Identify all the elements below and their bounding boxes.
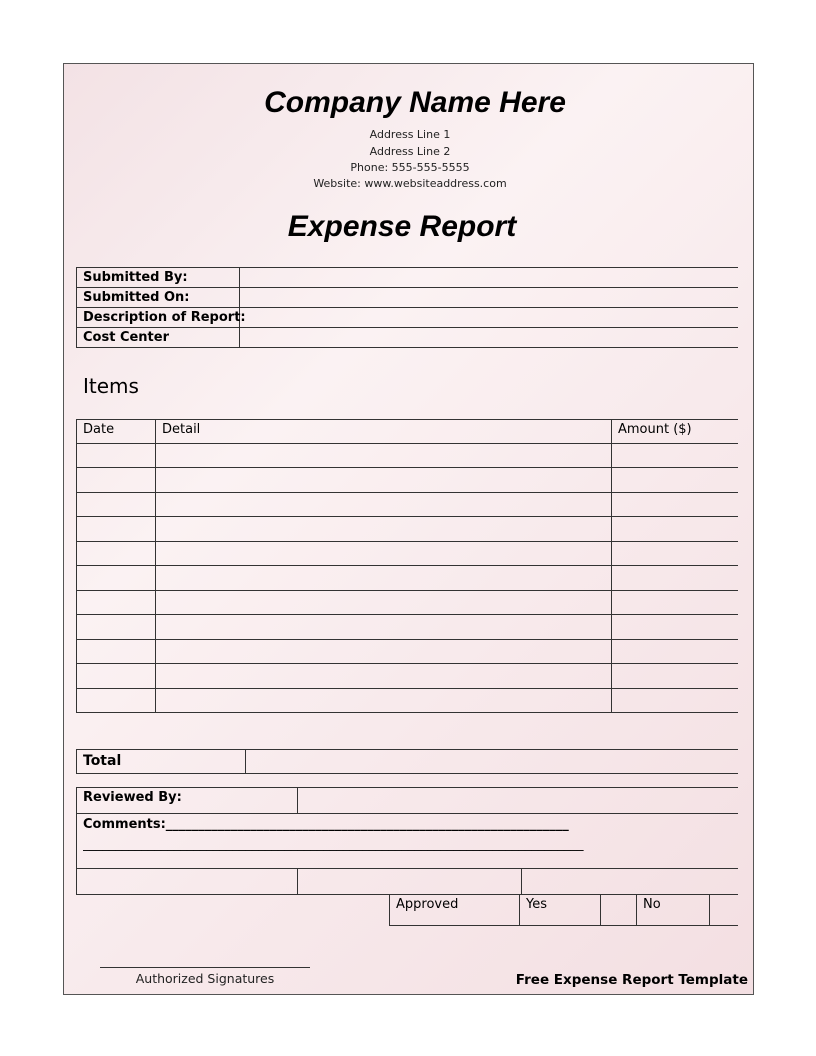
submitted-by-field[interactable] xyxy=(241,268,737,286)
table-rule xyxy=(155,419,156,712)
yes-checkbox[interactable] xyxy=(602,896,635,924)
amount-cell[interactable] xyxy=(613,542,737,564)
total-label: Total xyxy=(83,753,122,769)
total-field[interactable] xyxy=(247,750,737,772)
cost-center-label: Cost Center xyxy=(83,330,170,345)
column-header-amount: Amount ($) xyxy=(618,422,692,437)
no-label: No xyxy=(643,897,661,912)
detail-cell[interactable] xyxy=(157,664,610,686)
description-label: Description of Report: xyxy=(83,310,246,325)
comments-label: Comments:______________________________________________________________ xyxy=(83,817,569,832)
date-cell[interactable] xyxy=(78,615,154,637)
table-rule xyxy=(76,894,738,895)
signature-cell-1[interactable] xyxy=(78,869,296,893)
table-rule xyxy=(297,868,298,894)
detail-cell[interactable] xyxy=(157,591,610,613)
detail-cell[interactable] xyxy=(157,493,610,515)
table-rule xyxy=(389,894,390,925)
date-cell[interactable] xyxy=(78,591,154,613)
detail-cell[interactable] xyxy=(157,689,610,711)
table-rule xyxy=(521,868,522,894)
submitted-by-label: Submitted By: xyxy=(83,270,188,285)
yes-label: Yes xyxy=(526,897,547,912)
table-rule xyxy=(519,894,520,925)
date-cell[interactable] xyxy=(78,640,154,662)
signature-label: Authorized Signatures xyxy=(135,971,275,986)
submitted-on-label: Submitted On: xyxy=(83,290,190,305)
signature-cell-2[interactable] xyxy=(299,869,520,893)
table-rule xyxy=(76,419,77,712)
detail-cell[interactable] xyxy=(157,640,610,662)
signature-line xyxy=(100,967,310,968)
website-line: Website: www.websiteaddress.com xyxy=(313,177,507,190)
report-title: Expense Report xyxy=(287,210,517,243)
amount-cell[interactable] xyxy=(613,566,737,588)
items-heading: Items xyxy=(83,374,139,398)
table-rule xyxy=(76,773,738,774)
table-rule xyxy=(611,419,612,712)
amount-cell[interactable] xyxy=(613,640,737,662)
table-rule xyxy=(76,787,77,894)
amount-cell[interactable] xyxy=(613,615,737,637)
amount-cell[interactable] xyxy=(613,689,737,711)
table-rule xyxy=(297,787,298,813)
approved-label: Approved xyxy=(396,897,459,912)
date-cell[interactable] xyxy=(78,542,154,564)
detail-cell[interactable] xyxy=(157,566,610,588)
amount-cell[interactable] xyxy=(613,468,737,490)
table-rule xyxy=(245,749,246,773)
cost-center-field[interactable] xyxy=(241,328,737,346)
date-cell[interactable] xyxy=(78,517,154,539)
table-rule xyxy=(636,894,637,925)
date-cell[interactable] xyxy=(78,566,154,588)
comments-line-2: _____________________________________________________________________________ xyxy=(83,837,584,852)
detail-cell[interactable] xyxy=(157,517,610,539)
signature-cell-3[interactable] xyxy=(523,869,737,893)
table-rule xyxy=(600,894,601,925)
detail-cell[interactable] xyxy=(157,615,610,637)
column-header-date: Date xyxy=(83,422,115,437)
amount-cell[interactable] xyxy=(613,517,737,539)
date-cell[interactable] xyxy=(78,444,154,466)
table-rule xyxy=(709,894,710,925)
address-line-1: Address Line 1 xyxy=(369,128,451,141)
table-rule xyxy=(76,813,738,814)
table-rule xyxy=(76,347,738,348)
submitted-on-field[interactable] xyxy=(241,288,737,306)
date-cell[interactable] xyxy=(78,468,154,490)
table-rule xyxy=(389,925,738,926)
address-line-2: Address Line 2 xyxy=(369,145,451,158)
footer-title: Free Expense Report Template xyxy=(515,972,748,988)
table-rule xyxy=(76,419,738,420)
table-rule xyxy=(76,749,77,773)
date-cell[interactable] xyxy=(78,689,154,711)
amount-cell[interactable] xyxy=(613,664,737,686)
table-rule xyxy=(239,267,240,347)
reviewed-by-label: Reviewed By: xyxy=(83,790,182,805)
no-checkbox[interactable] xyxy=(711,896,737,924)
amount-cell[interactable] xyxy=(613,493,737,515)
reviewed-by-field[interactable] xyxy=(299,788,737,812)
column-header-detail: Detail xyxy=(162,422,201,437)
amount-cell[interactable] xyxy=(613,591,737,613)
date-cell[interactable] xyxy=(78,493,154,515)
date-cell[interactable] xyxy=(78,664,154,686)
table-rule xyxy=(76,712,738,713)
table-rule xyxy=(76,267,77,347)
phone-line: Phone: 555-555-5555 xyxy=(350,161,470,174)
company-name: Company Name Here xyxy=(264,86,566,119)
detail-cell[interactable] xyxy=(157,468,610,490)
detail-cell[interactable] xyxy=(157,444,610,466)
detail-cell[interactable] xyxy=(157,542,610,564)
description-field[interactable] xyxy=(241,308,737,326)
amount-cell[interactable] xyxy=(613,444,737,466)
